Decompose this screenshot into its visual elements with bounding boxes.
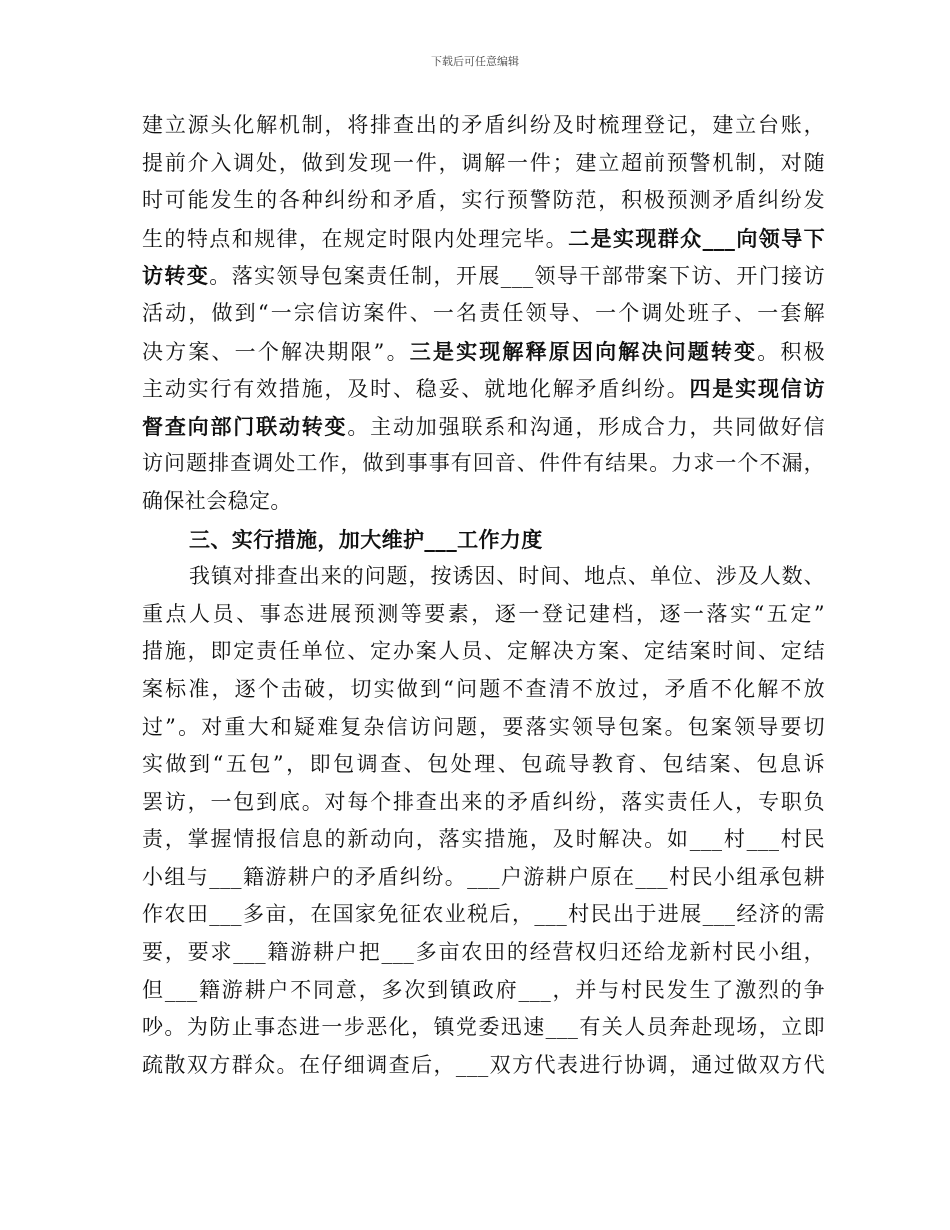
text-line: 但___籍游耕户不同意，多次到镇政府___，并与村民发生了激烈的争 [142,977,825,1002]
text-line: 作农田___多亩，在国家免征农业税后，___村民出于进展___经济的需 [142,902,825,927]
text-run: 生的特点和规律，在规定时限内处理完毕。 [142,226,569,251]
text-line: 过”。对重大和疑难复杂信访问题，要落实领导包案。包案领导要切 [142,714,825,739]
text-run: 决方案、一个解决期限”。 [142,339,410,364]
text-line: 确保社会稳定。 [142,488,292,513]
text-run: 。主动加强联系和沟通，形成合力，共同做好信 [347,414,825,439]
text-line: 要，要求___籍游耕户把___多亩农田的经营权归还给龙新村民小组， [142,940,825,965]
bold-point-2-cont: 访转变 [142,263,210,289]
text-line [142,220,825,258]
text-run: 。落实领导包案责任制，开展___领导干部带案下访、开门接访 [209,264,825,289]
text-line: 活动，做到“一宗信访案件、一名责任领导、一个调处班子、一套解 [142,300,825,325]
text-line: 案标准，逐个击破，切实做到“问题不查清不放过，矛盾不化解不放 [142,676,825,701]
text-line: 建立源头化解机制，将排查出的矛盾纠纷及时梳理登记，建立台账， [142,113,825,137]
text-line [142,333,825,371]
text-line: 责，掌握情报信息的新动向，落实措施，及时解决。如___村___村民 [142,827,825,852]
text-line: 访问题排查调处工作，做到事事有回音、件件有结果。力求一个不漏， [142,451,825,476]
bold-point-4-cont: 督查向部门联动转变 [142,413,348,439]
text-run: 。积极 [757,339,826,364]
paragraph-1 [142,107,825,521]
text-line: 措施，即定责任单位、定办案人员、定解决方案、定结案时间、定结 [142,639,825,664]
text-line: 罢访，一包到底。对每个排查出来的矛盾纠纷，落实责任人，专职负 [142,789,825,814]
page-header: 下载后可任意编辑 [431,55,519,68]
text-run: 主动实行有效措施，及时、稳妥、就地化解矛盾纠纷。 [142,377,690,402]
text-line: 疏散双方群众。在仔细调查后，___双方代表进行协调，通过做双方代 [142,1052,825,1077]
text-line: 吵。为防止事态进一步恶化，镇党委迅速___有关人员奔赴现场，立即 [142,1015,825,1040]
text-line: 小组与___籍游耕户的矛盾纠纷。___户游耕户原在___村民小组承包耕 [142,864,825,889]
document-body [142,107,825,1084]
bold-point-4: 四是实现信访 [689,376,825,402]
text-line: 时可能发生的各种纠纷和矛盾，实行预警防范，积极预测矛盾纠纷发 [142,188,825,213]
bold-point-3: 三是实现解释原因向解决问题转变 [409,338,758,364]
text-line [142,408,825,446]
text-line: 提前介入调处，做到发现一件，调解一件；建立超前预警机制，对随 [142,150,825,175]
text-line: 我镇对排查出来的问题，按诱因、时间、地点、单位、涉及人数、 [189,564,825,589]
section-heading: 三、实行措施，加大维护___工作力度 [189,526,543,552]
bold-point-2: 二是实现群众___向领导下 [568,225,825,251]
paragraph-2 [142,558,825,1084]
text-line: 重点人员、事态进展预测等要素，逐一登记建档，逐一落实“五定” [142,601,825,626]
text-line: 实做到“五包”，即包调查、包处理、包疏导教育、包结案、包息诉 [142,752,825,777]
text-line [142,370,825,408]
text-line [142,257,825,295]
